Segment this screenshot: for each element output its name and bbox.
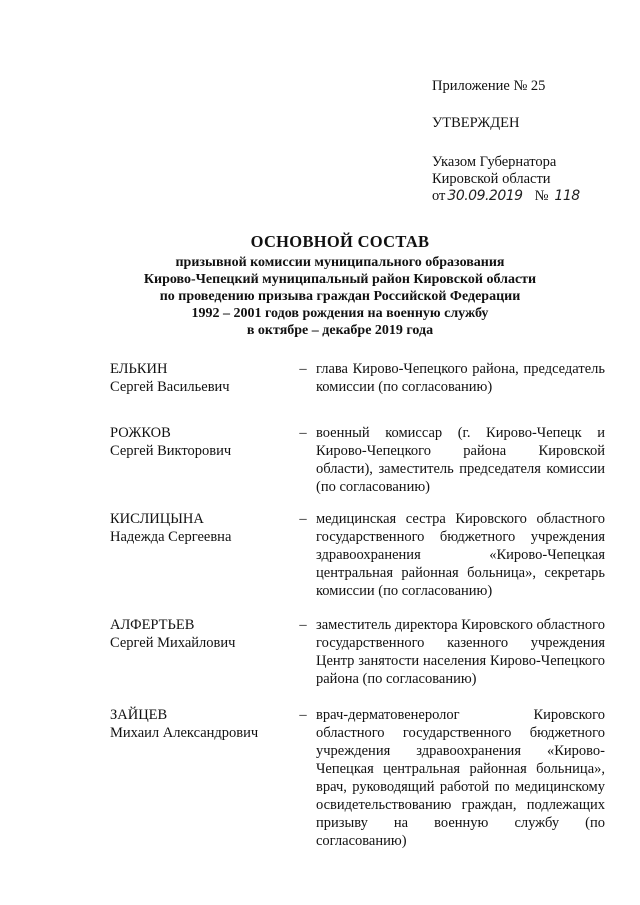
member-given-names: Сергей Викторович xyxy=(110,443,232,459)
member-name-block xyxy=(110,510,290,600)
member-name-block xyxy=(110,706,290,850)
member-role: врач-дерматовенеролог Кировского областного государственного бюджетного учреждения здравоохранения «Кирово-Чепецкая центральная районная больница», врач, руководящий работой по медицинскому освидетельствованию граждан, подлежащих призыву на военную службу (по согласованию) xyxy=(316,707,605,849)
appendix-number: Приложение № 25 xyxy=(432,78,546,94)
member-role: медицинская сестра Кировского областного государственного бюджетного учреждения здравоохранения «Кирово-Чепецкая центральная районная больница», секретарь комиссии (по согласованию) xyxy=(316,511,605,599)
member-entry xyxy=(110,360,605,396)
member-surname: ЗАЙЦЕВ xyxy=(110,707,168,723)
date-prefix: от xyxy=(432,188,446,204)
member-role: военный комиссар (г. Кирово-Чепецк и Кирово-Чепецкого района Кировской области), заместитель председателя комиссии (по согласованию) xyxy=(316,425,605,495)
heading-line: в октябре – декабре 2019 года xyxy=(246,323,434,338)
member-dash: – xyxy=(299,425,307,441)
document-heading xyxy=(60,232,620,339)
member-entry xyxy=(110,706,605,850)
number-label: № xyxy=(534,188,549,204)
member-name-block xyxy=(110,424,290,496)
heading-line: по проведению призыва граждан Российской Федерации xyxy=(159,289,521,304)
heading-line: 1992 – 2001 годов рождения на военную службу xyxy=(191,306,489,321)
member-surname: РОЖКОВ xyxy=(110,425,171,441)
decree-date: 30.09.2019 xyxy=(447,188,523,204)
member-dash: – xyxy=(299,511,307,527)
member-given-names: Сергей Михайлович xyxy=(110,635,236,651)
decree-number: 118 xyxy=(554,188,580,204)
member-dash: – xyxy=(299,361,307,377)
decree-line-1: Указом Губернатора xyxy=(432,154,557,170)
member-surname: ЕЛЬКИН xyxy=(110,361,168,377)
member-entry xyxy=(110,424,605,496)
member-role: заместитель директора Кировского областного государственного казенного учреждения Центр занятости населения Кирово-Чепецкого района (по согласованию) xyxy=(316,617,606,687)
member-entry xyxy=(110,616,605,688)
member-surname: КИСЛИЦЫНА xyxy=(110,511,204,527)
member-name-block xyxy=(110,360,290,396)
heading-line: призывной комиссии муниципального образования xyxy=(175,255,505,270)
member-surname: АЛФЕРТЬЕВ xyxy=(110,617,195,633)
member-dash: – xyxy=(299,617,307,633)
member-name-block xyxy=(110,616,290,688)
heading-line: Кирово-Чепецкий муниципальный район Кировской области xyxy=(143,272,537,287)
member-given-names: Михаил Александрович xyxy=(110,725,259,741)
document-title: ОСНОВНОЙ СОСТАВ xyxy=(250,232,430,251)
member-entry xyxy=(110,510,605,600)
decree-date-line xyxy=(432,188,580,205)
member-role: глава Кирово-Чепецкого района, председатель комиссии (по согласованию) xyxy=(316,361,605,395)
approval-block xyxy=(432,78,580,205)
member-dash: – xyxy=(299,707,307,723)
decree-line-2: Кировской области xyxy=(432,171,551,187)
member-given-names: Надежда Сергеевна xyxy=(110,529,232,545)
member-given-names: Сергей Васильевич xyxy=(110,379,230,395)
approved-label: УТВЕРЖДЕН xyxy=(432,115,520,131)
